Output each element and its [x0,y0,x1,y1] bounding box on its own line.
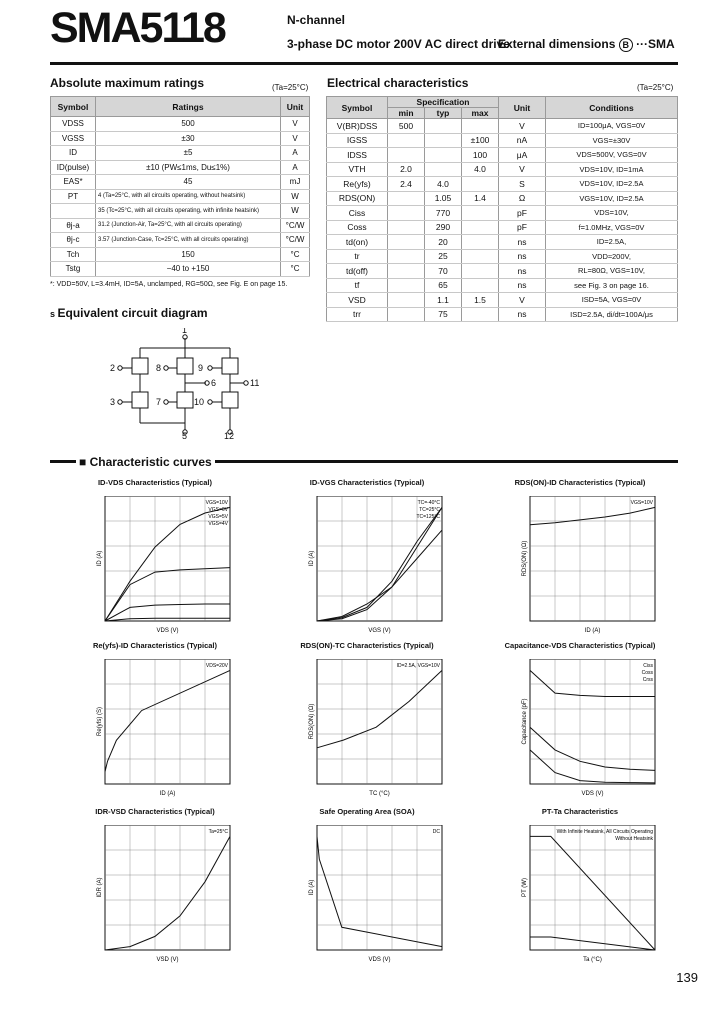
ec-row [327,191,678,206]
amr-symbol [51,204,96,219]
ec-col-spec: Specification [388,97,499,108]
amr-unit: A [281,146,310,161]
series-line [530,836,655,950]
ec-row [327,206,678,221]
ec-cond: VDS=10V, [546,206,678,221]
amr-rating: ±10 (PW≤1ms, Du≤1%) [96,160,281,175]
amr-unit: °C/W [281,218,310,233]
ec-unit: V [499,162,546,177]
ec-max [462,220,499,235]
pin-8: 8 [156,363,162,373]
series-line [317,507,442,621]
series-line [105,568,230,621]
amr-unit: mJ [281,175,310,190]
ec-max [462,235,499,250]
amr-col-ratings: Ratings [96,97,281,117]
graph-title-4: Re(yfs)-ID Characteristics (Typical) [92,641,218,650]
y-axis-label: RDS(ON) (Ω) [309,703,315,740]
amr-symbol: ID [51,146,96,161]
ec-min [388,133,425,148]
header-rule [50,62,678,65]
external-dimensions [498,37,675,52]
ec-row [327,307,678,322]
amr-symbol: EAS* [51,175,96,190]
amr-symbol: ID(pulse) [51,160,96,175]
series-label: VGS=4V [208,521,228,527]
plot-frame [530,659,655,784]
page-number: 139 [676,970,698,985]
ec-row [327,119,678,134]
ec-unit: ns [499,264,546,279]
ec-cond: VGS=10V, ID=2.5A [546,191,678,206]
graph-title-8: Safe Operating Area (SOA) [319,807,415,816]
ec-min [388,264,425,279]
ec-min [388,191,425,206]
ec-typ [425,162,462,177]
product-description: 3-phase DC motor 200V AC direct drive [287,37,510,51]
ec-typ: 770 [425,206,462,221]
ec-min [388,206,425,221]
ec-symbol: Ciss [327,206,388,221]
x-axis-label: ID (A) [159,791,176,797]
ec-typ [425,133,462,148]
ec-col-conditions: Conditions [546,97,678,119]
amr-unit: A [281,160,310,175]
series-line [530,727,655,770]
pin-7: 7 [156,397,162,407]
ec-condition: (Ta=25°C) [637,83,674,92]
series-label: ID=2.5A, VGS=10V [396,663,440,669]
amr-row [51,117,310,132]
ec-col-min: min [388,108,425,119]
ec-unit: V [499,119,546,134]
graph-6 [518,659,663,806]
y-axis-label: PT (W) [522,878,528,897]
curves-title: ■ Characteristic curves [76,455,215,469]
graph-title-5: RDS(ON)-TC Characteristics (Typical) [300,641,434,650]
x-axis-label: VDS (V) [581,791,604,797]
plot-frame [317,825,442,950]
amr-row [51,218,310,233]
graph-1 [93,496,238,643]
ec-symbol: tr [327,249,388,264]
ec-typ: 75 [425,307,462,322]
amr-row [51,247,310,262]
ec-symbol: V(BR)DSS [327,119,388,134]
ec-cond: see Fig. 3 on page 16. [546,278,678,293]
plot-frame [530,825,655,950]
ec-symbol: Coss [327,220,388,235]
amr-symbol: PT [51,189,96,204]
ec-unit: ns [499,235,546,250]
amr-rating: 45 [96,175,281,190]
series-label: TC=-40°C [417,500,440,506]
amr-table [50,96,310,277]
ec-row [327,293,678,308]
x-axis-label: VSD (V) [156,957,179,963]
pin-9: 9 [198,363,204,373]
ec-cond: ISD=2.5A, di/dt=100A/μs [546,307,678,322]
ec-symbol: tf [327,278,388,293]
plot-frame [105,825,230,950]
ext-dim-label: External dimensions [498,37,616,51]
series-label: VDS=20V [205,663,228,669]
x-axis-label: VDS (V) [368,957,391,963]
series-label: VGS=5V [208,514,228,520]
ec-symbol: td(off) [327,264,388,279]
graph-title-9: PT-Ta Characteristics [541,807,619,816]
ec-symbol: RDS(ON) [327,191,388,206]
amr-unit: °C [281,247,310,262]
amr-rating: 150 [96,247,281,262]
series-line [317,507,442,621]
y-axis-label: Capacitance (pF) [522,698,528,745]
graph-9 [518,825,663,972]
ec-row [327,235,678,250]
amr-symbol: VDSS [51,117,96,132]
ec-unit: μA [499,148,546,163]
ec-col-typ: typ [425,108,462,119]
amr-rating: 3.57 (Junction-Case, Tc=25°C, with all circuits operating) [96,233,281,248]
ec-col-unit: Unit [499,97,546,119]
ec-cond: VGS=±30V [546,133,678,148]
ec-cond: f=1.0MHz, VGS=0V [546,220,678,235]
series-line [105,670,230,771]
amr-col-symbol: Symbol [51,97,96,117]
pin-5: 5 [182,431,188,440]
amr-unit: W [281,204,310,219]
ec-typ: 65 [425,278,462,293]
ec-cond: ID=100μA, VGS=0V [546,119,678,134]
amr-symbol: Tstg [51,262,96,277]
series-label: Ta=25°C [208,829,228,835]
amr-row [51,160,310,175]
ec-cond: ID=2.5A, [546,235,678,250]
x-axis-label: VDS (V) [156,628,179,634]
series-label: TC=25°C [419,507,440,513]
series-label: VGS=10V [205,500,228,506]
amr-rating: ±5 [96,146,281,161]
amr-row [51,131,310,146]
graph-8 [305,825,450,972]
series-line [317,530,442,621]
ec-min [388,220,425,235]
ec-symbol: td(on) [327,235,388,250]
ec-typ [425,119,462,134]
ec-unit: ns [499,278,546,293]
ext-dim-code: B [619,38,633,52]
plot-frame [530,496,655,621]
ec-min [388,249,425,264]
x-axis-label: Ta (°C) [583,957,602,963]
ec-typ: 290 [425,220,462,235]
amr-symbol: θj-a [51,218,96,233]
series-label: VGS=10V [630,500,653,506]
ec-typ: 20 [425,235,462,250]
ec-cond: VDD≈200V, [546,249,678,264]
x-axis-label: VGS (V) [368,628,391,634]
ec-max [462,177,499,192]
ec-col-max: max [462,108,499,119]
ec-unit: Ω [499,191,546,206]
ec-row [327,177,678,192]
ec-row [327,148,678,163]
amr-rating: 31.2 (Junction-Air, Ta=25°C, with all circuits operating) [96,218,281,233]
pin-1: 1 [182,328,188,335]
plot-frame [105,659,230,784]
series-label: Crss [642,677,653,683]
ec-typ: 1.1 [425,293,462,308]
graph-title-2: ID-VGS Characteristics (Typical) [309,478,425,487]
ec-row [327,220,678,235]
ext-dim-suffix: ···SMA [636,37,675,51]
ec-col-symbol: Symbol [327,97,388,119]
amr-row [51,233,310,248]
channel-type: N-channel [287,13,346,27]
amr-unit: W [281,189,310,204]
ec-typ [425,148,462,163]
series-label: With Infinite Heatsink, All Circuits Operating [556,829,653,835]
ec-typ: 1.05 [425,191,462,206]
series-label: TC=125°C [416,514,440,520]
ec-max [462,249,499,264]
ec-symbol: VSD [327,293,388,308]
amr-symbol: Tch [51,247,96,262]
amr-row [51,175,310,190]
x-axis-label: TC (°C) [369,791,390,797]
amr-title: Absolute maximum ratings [50,76,205,90]
pin-6: 6 [211,378,217,388]
amr-row [51,189,310,204]
amr-row [51,146,310,161]
pin-3: 3 [110,397,116,407]
ec-unit: ns [499,249,546,264]
series-line [530,507,655,524]
series-line [530,937,655,950]
pin-12: 12 [224,431,235,440]
graph-7 [93,825,238,972]
ec-symbol: IDSS [327,148,388,163]
ec-title: Electrical characteristics [327,76,469,90]
series-line [317,836,442,946]
amr-rating: ±30 [96,131,281,146]
series-label: Without Heatsink [615,836,653,842]
circuit-title: s Equivalent circuit diagram [50,306,208,320]
ec-row [327,264,678,279]
amr-rating: 35 (Tc=25°C, with all circuits operating, with infinite heatsink) [96,204,281,219]
curves-title-text: Characteristic curves [89,455,212,469]
series-label: Ciss [643,663,653,669]
graph-title-7: IDR-VSD Characteristics (Typical) [95,807,215,816]
ec-row [327,133,678,148]
ec-min: 500 [388,119,425,134]
ec-unit: pF [499,206,546,221]
ec-symbol: Re(yfs) [327,177,388,192]
series-label: Coss [641,670,653,676]
equivalent-circuit-diagram [110,328,270,440]
graph-5 [305,659,450,806]
graph-title-6: Capacitance-VDS Characteristics (Typical) [504,641,656,650]
y-axis-label: IDR (A) [97,877,103,898]
amr-col-unit: Unit [281,97,310,117]
series-label: DC [432,829,440,835]
ec-max: 1.4 [462,191,499,206]
x-axis-label: ID (A) [584,628,601,634]
y-axis-label: ID (A) [309,879,315,896]
amr-footnote: *: VDD=50V, L=3.4mH, ID=5A, unclamped, RG=50Ω, see Fig. E on page 15. [50,281,288,288]
ec-min [388,278,425,293]
ec-cond: RL=80Ω, VGS=10V, [546,264,678,279]
ec-cond: VDS=10V, ID=1mA [546,162,678,177]
amr-unit: V [281,131,310,146]
ec-max: ±100 [462,133,499,148]
series-line [530,750,655,783]
series-line [105,836,230,950]
graph-3 [518,496,663,643]
ec-max: 1.5 [462,293,499,308]
ec-min: 2.0 [388,162,425,177]
ec-row [327,278,678,293]
ec-cond: ISD=5A, VGS=0V [546,293,678,308]
circuit-title-text: Equivalent circuit diagram [57,306,208,320]
amr-unit: V [281,117,310,132]
ec-unit: pF [499,220,546,235]
pin-2: 2 [110,363,116,373]
ec-min: 2.4 [388,177,425,192]
part-number: SMA5118 [50,4,225,52]
ec-max [462,307,499,322]
amr-unit: °C [281,262,310,277]
amr-rating: 4 (Ta=25°C, with all circuits operating, without heatsink) [96,189,281,204]
ec-max: 4.0 [462,162,499,177]
pin-11: 11 [250,378,260,388]
graph-title-3: RDS(ON)-ID Characteristics (Typical) [514,478,646,487]
ec-unit: V [499,293,546,308]
ec-table [326,96,678,322]
ec-min [388,148,425,163]
amr-unit: °C/W [281,233,310,248]
ec-max: 100 [462,148,499,163]
pin-10: 10 [194,397,205,407]
amr-symbol: VGSS [51,131,96,146]
graph-4 [93,659,238,806]
ec-unit: nA [499,133,546,148]
ec-unit: ns [499,307,546,322]
ec-min [388,235,425,250]
ec-cond: VDS=500V, VGS=0V [546,148,678,163]
series-line [530,670,655,696]
y-axis-label: ID (A) [97,550,103,567]
ec-max [462,278,499,293]
ec-typ: 70 [425,264,462,279]
ec-max [462,119,499,134]
ec-cond: VDS=10V, ID=2.5A [546,177,678,192]
amr-rating: 500 [96,117,281,132]
ec-max [462,264,499,279]
ec-min [388,307,425,322]
ec-unit: S [499,177,546,192]
ec-symbol: IGSS [327,133,388,148]
plot-frame [317,659,442,784]
ec-max [462,206,499,221]
ec-min [388,293,425,308]
amr-row [51,262,310,277]
y-axis-label: ID (A) [309,550,315,567]
ec-row [327,162,678,177]
graph-title-1: ID-VDS Characteristics (Typical) [97,478,213,487]
amr-rating: −40 to +150 [96,262,281,277]
ec-symbol: VTH [327,162,388,177]
ec-row [327,249,678,264]
y-axis-label: Re(yfs) (S) [97,707,103,736]
graph-2 [305,496,450,643]
amr-symbol: θj-c [51,233,96,248]
ec-typ: 25 [425,249,462,264]
ec-typ: 4.0 [425,177,462,192]
series-label: VGS=6V [208,507,228,513]
amr-condition: (Ta=25°C) [272,83,309,92]
y-axis-label: RDS(ON) (Ω) [522,540,528,577]
ec-symbol: trr [327,307,388,322]
amr-row [51,204,310,219]
